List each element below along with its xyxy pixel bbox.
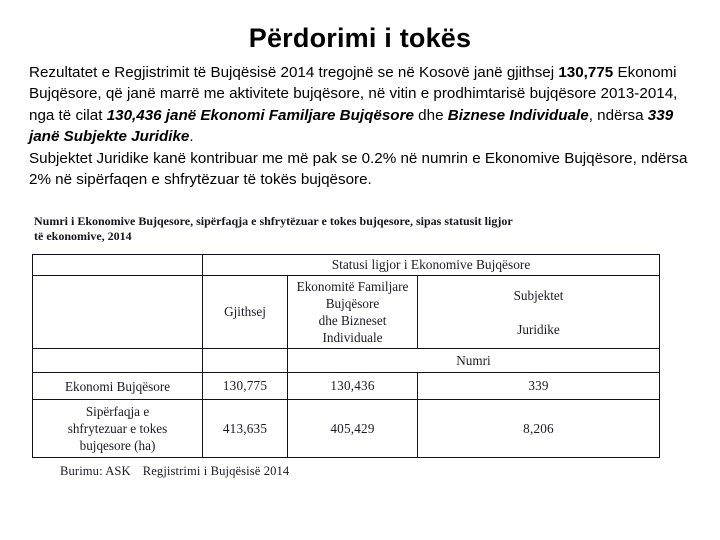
header-subjektet-juridike: Subjektet Juridike: [418, 276, 660, 349]
cell-siperfaqja-gjithsej: 413,635: [203, 400, 288, 458]
header-blank-cell: [33, 276, 203, 349]
header-gjithsej: Gjithsej: [203, 276, 288, 349]
cell-siperfaqja-familjare: 405,429: [288, 400, 418, 458]
figure-source-detail: Regjistrimi i Bujqësisë 2014: [142, 464, 290, 478]
statistics-table: [32, 254, 660, 458]
paragraph-1: [29, 62, 694, 148]
unit-blank-cell: [33, 349, 203, 373]
table-row: [33, 400, 660, 458]
row-label-siperfaqja: Sipërfaqja e shfrytezuar e tokes bujqesore (ha): [33, 400, 203, 458]
header-corner-cell: [33, 255, 203, 276]
body-text-block: [0, 62, 720, 191]
paragraph-1-segment-3: dhe: [413, 106, 448, 124]
paragraph-1-segment-4: , ndërsa: [588, 106, 648, 124]
figure-source-label: Burimu: ASK: [60, 464, 131, 478]
cell-ekonomi-familjare: 130,436: [288, 373, 418, 400]
table-row: [33, 373, 660, 400]
cell-siperfaqja-juridike: 8,206: [418, 400, 660, 458]
paragraph-2: Subjektet Juridike kanë kontribuar me më pak se 0.2% në numrin e Ekonomive Bujqësore, ndërsa 2% në sipërfaqen e shfrytëzuar të tokës bujqësore.: [29, 149, 688, 189]
paragraph-1-bolditalic-familjare: 130,436 janë Ekonomi Familjare Bujqësore: [106, 106, 414, 124]
paragraph-1-segment-2: Ekonomi Bujqësore, që janë marrë me aktivitete bujqësore, në vitin e prodhimtarisë bujqësore 2013-2014, nga të cilat: [29, 63, 678, 124]
paragraph-1-segment-5: .: [189, 128, 194, 146]
header-statusi-ligjor: Statusi ligjor i Ekonomive Bujqësore: [203, 255, 660, 276]
paragraph-1-bolditalic-juridike: 339 janë Subjekte Juridike: [29, 106, 674, 146]
table-row-spanning-header: [33, 255, 660, 276]
page-title: Përdorimi i tokës: [248, 23, 472, 53]
figure-source: [0, 464, 720, 479]
table-row-column-headers: [33, 276, 660, 349]
header-ekonomite-familjare: Ekonomitë Familjare Bujqësore dhe Bizneset Individuale: [288, 276, 418, 349]
paragraph-1-segment-1: Rezultatet e Regjistrimit të Bujqësisë 2014 tregojnë se në Kosovë janë gjithsej: [29, 63, 559, 81]
table-row-unit: [33, 349, 660, 373]
statistics-figure: [0, 214, 720, 479]
row-label-ekonomi-bujqesore: Ekonomi Bujqësore: [33, 373, 203, 400]
cell-ekonomi-juridike: 339: [418, 373, 660, 400]
unit-numri: Numri: [288, 349, 660, 373]
figure-caption: Numri i Ekonomive Bujqesore, sipërfaqja e shfrytëzuar e tokes bujqesore, sipas statusit ligjor të ekonomive, 2014: [34, 214, 513, 243]
cell-ekonomi-gjithsej: 130,775: [203, 373, 288, 400]
paragraph-1-bold-total: 130,775: [558, 63, 614, 81]
unit-blank-cell-2: [203, 349, 288, 373]
paragraph-1-bolditalic-biznese: Biznese Individuale: [447, 106, 589, 124]
